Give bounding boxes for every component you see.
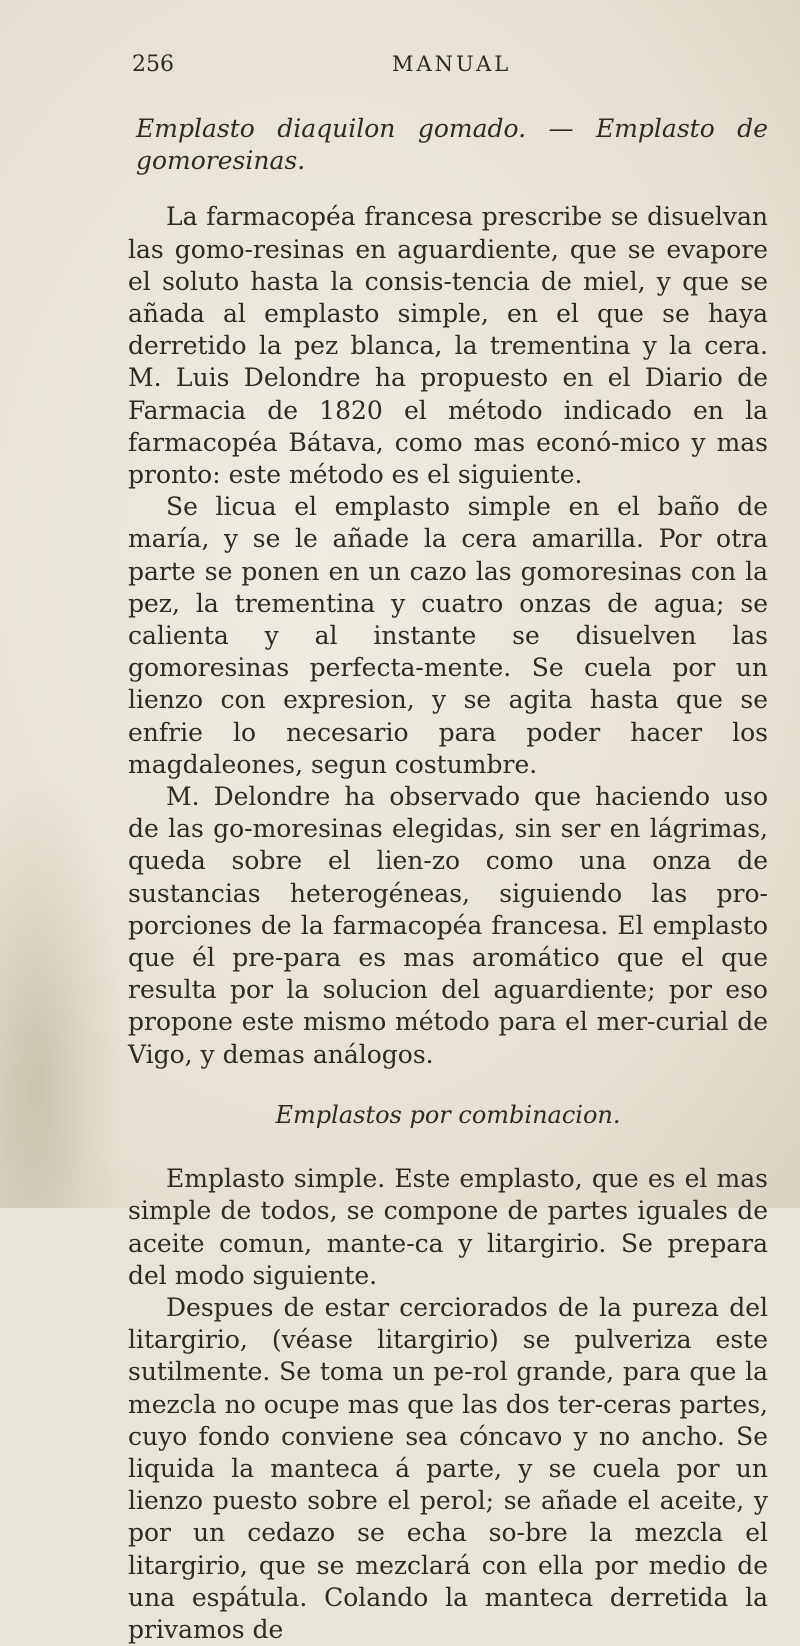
paragraph: M. Delondre ha observado que haciendo uso de las go-moresinas elegidas, sin ser en lágrimas, queda sobre el lien-zo como una onza de sustancias heterogéneas, siguiendo las pro-porciones de la farmacopéa francesa. El emplasto que él pre-para es mas aromático que el que resulta por la solucion del aguardiente; por eso propone este mismo método para el mer-curial de Vigo, y demas análogos.: [128, 782, 768, 1069]
page-header: [132, 52, 740, 92]
running-head: MANUAL: [392, 52, 512, 76]
page-body: [128, 113, 768, 1646]
page-number: 256: [132, 52, 174, 77]
subheading: Emplastos por combinacion.: [275, 1100, 621, 1129]
paragraph: La farmacopéa francesa prescribe se disuelvan las gomo-resinas en aguardiente, que se evapore el soluto hasta la consis-tencia de miel, y que se añada al emplasto simple, en el que se haya derretido la pez blanca, la trementina y la cera. M. Luis Delondre ha propuesto en el Diario de Farmacia de 1820 el método indicado en la farmacopéa Bátava, como mas econó-mico y mas pronto: este método es el siguiente.: [128, 202, 768, 490]
paragraph: Se licua el emplasto simple en el baño de maría, y se le añade la cera amarilla. Por otra parte se ponen en un cazo las gomoresinas con la pez, la trementina y cuatro onzas de agua; se calienta y al instante se disuelven las gomoresinas perfecta-mente. Se cuela por un lienzo con expresion, y se agita hasta que se enfrie lo necesario para poder hacer los magdaleones, segun costumbre.: [128, 492, 768, 779]
page-stain: [0, 790, 120, 1208]
paragraph: Emplasto simple. Este emplasto, que es el mas simple de todos, se compone de partes iguales de aceite comun, mante-ca y litargirio. Se prepara del modo siguiente.: [128, 1164, 768, 1290]
paragraph: Despues de estar cerciorados de la pureza del litargirio, (véase litargirio) se pulveriza este sutilmente. Se toma un pe-rol grande, para que la mezcla no ocupe mas que las dos ter-ceras partes, cuyo fondo conviene sea cóncavo y no ancho. Se liquida la manteca á parte, y se cuela por un lienzo puesto sobre el perol; se añade el aceite, y por un cedazo se echa so-bre la mezcla el litargirio, que se mezclará con ella por medio de una espátula. Colando la manteca derretida la privamos de: [128, 1292, 768, 1644]
section-title: Emplasto diaquilon gomado. — Emplasto de gomoresinas.: [136, 114, 768, 176]
